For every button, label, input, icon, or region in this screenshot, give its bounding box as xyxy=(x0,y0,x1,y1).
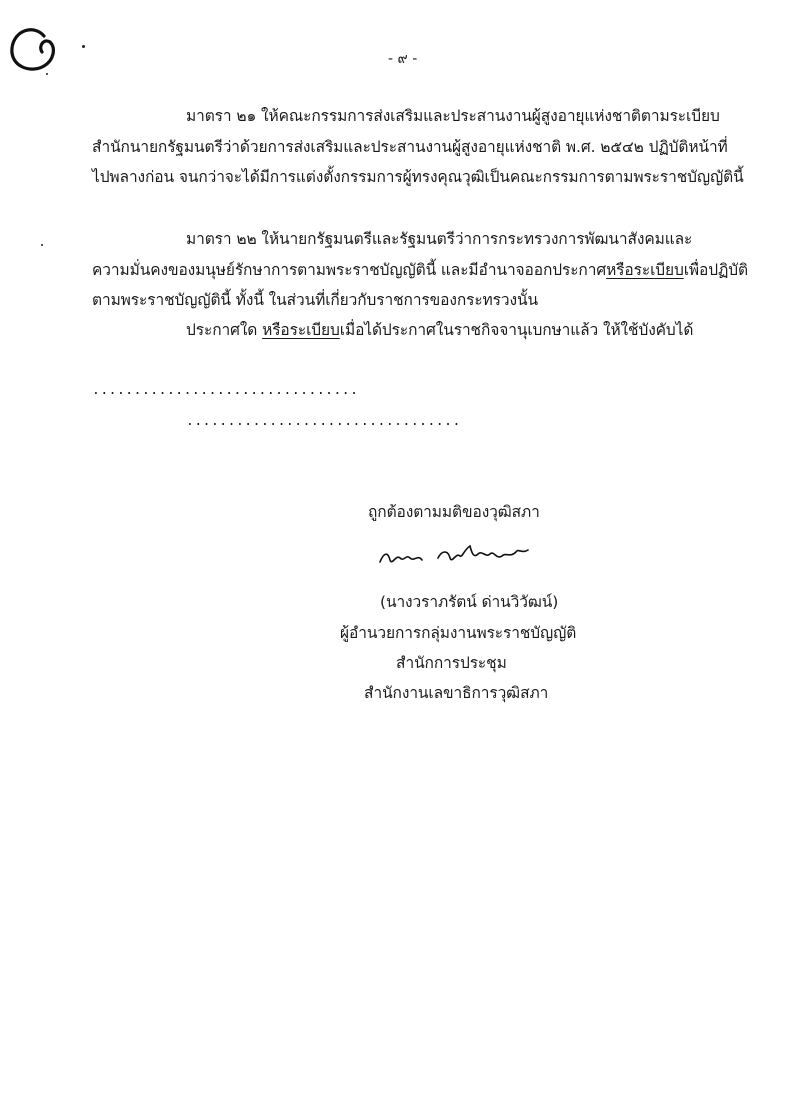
signatory-name: (นางวราภรัตน์ ด่านวิวัฒน์) xyxy=(380,593,559,611)
approval-statement: ถูกต้องตามมติของวุฒิสภา xyxy=(368,503,540,521)
section-22-line-2-tail: เพื่อปฏิบัติ xyxy=(683,261,749,279)
dotted-line-2: ................................. xyxy=(186,414,461,429)
section-22-line-4-text: ประกาศใด xyxy=(186,321,263,339)
dotted-line-1: ................................ xyxy=(92,383,359,398)
scan-speck xyxy=(41,244,43,246)
scan-speck xyxy=(82,45,85,48)
signatory-office: สำนักการประชุม xyxy=(396,654,507,672)
underlined-amendment: หรือระเบียบ xyxy=(606,261,684,279)
section-21-line-3: ไปพลางก่อน จนกว่าจะได้มีการแต่งตั้งกรรมการผู้ทรงคุณวุฒิเป็นคณะกรรมการตามพระราชบัญญัตินี้ xyxy=(92,168,744,186)
section-22-line-1: มาตรา ๒๒ ให้นายกรัฐมนตรีและรัฐมนตรีว่าการกระทรวงการพัฒนาสังคมและ xyxy=(186,230,693,248)
scan-speck xyxy=(46,73,48,75)
handwritten-signature xyxy=(376,540,536,570)
section-21-line-1: มาตรา ๒๑ ให้คณะกรรมการส่งเสริมและประสานงานผู้สูงอายุแห่งชาติตามระเบียบ xyxy=(186,107,720,125)
section-22-line-4-tail: เมื่อได้ประกาศในราชกิจจานุเบกษาแล้ว ให้ใช้บังคับได้ xyxy=(339,321,694,339)
underlined-amendment: หรือระเบียบ xyxy=(262,321,340,339)
signatory-position: ผู้อำนวยการกลุ่มงานพระราชบัญญัติ xyxy=(340,624,577,642)
page-number: - ๙ - xyxy=(388,51,418,67)
signatory-agency: สำนักงานเลขาธิการวุฒิสภา xyxy=(364,684,549,702)
section-22-line-4 xyxy=(186,320,693,340)
section-22-line-2-text: ความมั่นคงของมนุษย์รักษาการตามพระราชบัญญัตินี้ และมีอำนาจออกประกาศ xyxy=(92,261,607,279)
section-22-line-3: ตามพระราชบัญญัตินี้ ทั้งนี้ ในส่วนที่เกี่ยวกับราชการของกระทรวงนั้น xyxy=(92,291,538,309)
section-22-line-2 xyxy=(92,260,748,280)
section-21-line-2: สำนักนายกรัฐมนตรีว่าด้วยการส่งเสริมและประสานงานผู้สูงอายุแห่งชาติ พ.ศ. ๒๕๔๒ ปฏิบัติหน้าที่ xyxy=(92,138,728,156)
handwritten-circle-mark xyxy=(4,18,72,78)
